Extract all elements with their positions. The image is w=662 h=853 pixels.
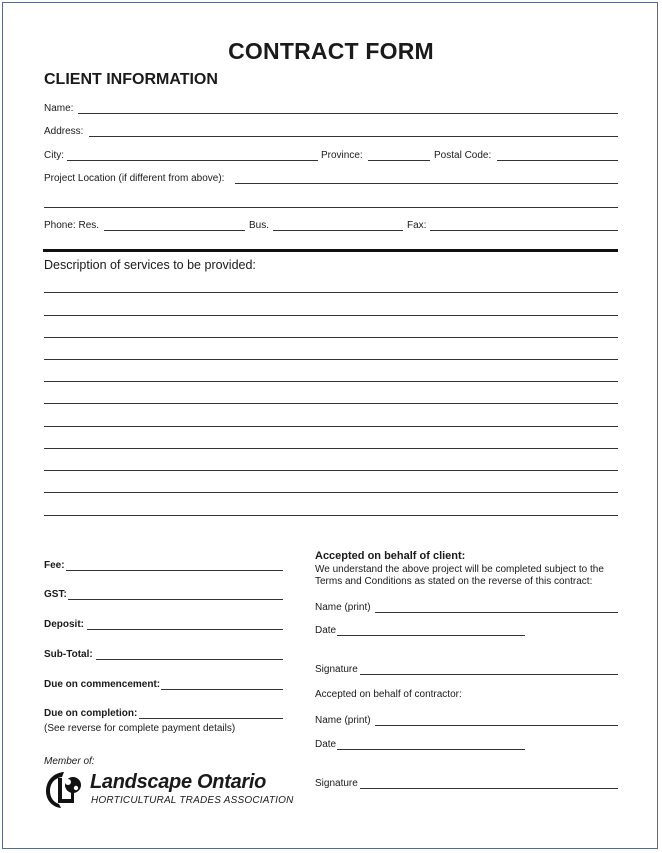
gst-field[interactable] [68, 599, 283, 600]
description-line-10[interactable] [44, 492, 618, 493]
contractor-date-field[interactable] [337, 749, 525, 750]
project-location-field[interactable] [235, 183, 618, 184]
description-line-5[interactable] [44, 381, 618, 382]
fee-label: Fee: [44, 560, 65, 571]
client-signature-field[interactable] [360, 674, 618, 675]
client-acceptance-heading: Accepted on behalf of client: [315, 550, 466, 562]
postal-code-label: Postal Code: [434, 150, 492, 161]
deposit-label: Deposit: [44, 619, 84, 630]
client-date-field[interactable] [337, 635, 525, 636]
due-on-commencement-label: Due on commencement: [44, 679, 161, 690]
subtotal-label: Sub-Total: [44, 649, 93, 660]
subtotal-field[interactable] [96, 659, 283, 660]
contractor-date-label: Date [315, 739, 337, 750]
city-field[interactable] [67, 160, 318, 161]
tree-emblem-icon [44, 770, 90, 810]
contractor-signature-field[interactable] [360, 788, 618, 789]
description-line-2[interactable] [44, 315, 618, 316]
address-field[interactable] [89, 136, 618, 137]
member-of-label: Member of: [44, 756, 95, 767]
description-line-8[interactable] [44, 448, 618, 449]
description-line-11[interactable] [44, 515, 618, 516]
client-acceptance-text-1: We understand the above project will be completed subject to the [315, 564, 604, 575]
contractor-name-print-field[interactable] [375, 725, 618, 726]
logo-subtitle: HORTICULTURAL TRADES ASSOCIATION [91, 795, 294, 806]
gst-label: GST: [44, 589, 67, 600]
description-line-3[interactable] [44, 337, 618, 338]
description-line-4[interactable] [44, 359, 618, 360]
contractor-signature-label: Signature [315, 778, 358, 789]
due-on-completion-field[interactable] [139, 718, 283, 719]
due-on-completion-label: Due on completion: [44, 708, 138, 719]
address-label: Address: [44, 126, 84, 137]
description-label: Description of services to be provided: [44, 258, 256, 272]
contractor-acceptance-heading: Accepted on behalf of contractor: [315, 689, 462, 700]
fee-field[interactable] [66, 570, 283, 571]
name-field[interactable] [78, 113, 618, 114]
province-label: Province: [321, 150, 363, 161]
section-divider [43, 249, 618, 252]
phone-res-field[interactable] [104, 230, 245, 231]
postal-code-field[interactable] [497, 160, 618, 161]
description-line-9[interactable] [44, 470, 618, 471]
deposit-field[interactable] [87, 629, 283, 630]
client-info-heading: CLIENT INFORMATION [44, 71, 218, 88]
phone-res-label: Phone: Res. [44, 220, 100, 231]
contractor-name-print-label: Name (print) [315, 715, 371, 726]
description-line-1[interactable] [44, 292, 618, 293]
phone-bus-label: Bus. [249, 220, 270, 231]
city-label: City: [44, 150, 64, 161]
form-title: CONTRACT FORM [228, 38, 434, 64]
description-line-7[interactable] [44, 426, 618, 427]
due-on-commencement-field[interactable] [161, 689, 283, 690]
project-location-label: Project Location (if different from above): [44, 173, 225, 184]
name-label: Name: [44, 103, 74, 114]
client-name-print-field[interactable] [375, 612, 618, 613]
fax-label: Fax: [407, 220, 427, 231]
client-date-label: Date [315, 625, 337, 636]
description-line-6[interactable] [44, 403, 618, 404]
reverse-note: (See reverse for complete payment details) [44, 723, 236, 734]
project-location-field-2[interactable] [44, 207, 618, 208]
fax-field[interactable] [430, 230, 618, 231]
province-field[interactable] [368, 160, 430, 161]
client-name-print-label: Name (print) [315, 602, 371, 613]
phone-bus-field[interactable] [273, 230, 403, 231]
client-acceptance-text-2: Terms and Conditions as stated on the reverse of this contract: [315, 576, 593, 587]
logo-name: Landscape Ontario [90, 771, 267, 793]
client-signature-label: Signature [315, 664, 358, 675]
